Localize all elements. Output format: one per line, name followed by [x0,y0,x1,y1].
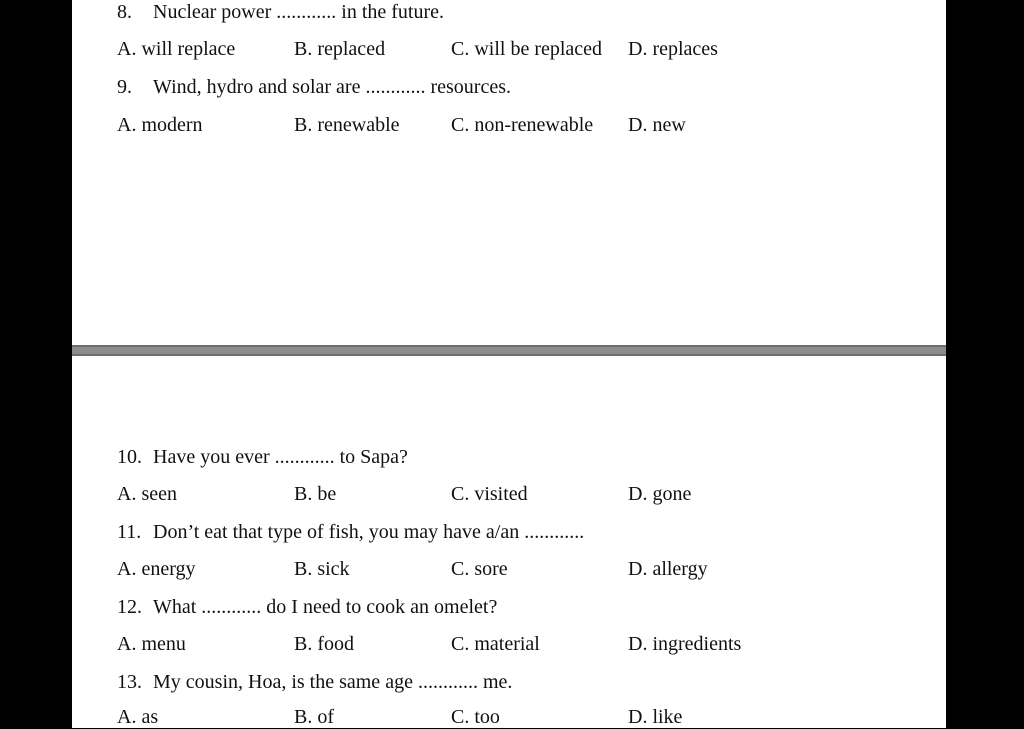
question-number: 8. [117,1,132,23]
question-text: Wind, hydro and solar are ............ resources. [153,76,511,98]
option-b: B. replaced [294,38,386,60]
option-b: B. of [294,706,334,728]
option-b: B. food [294,633,354,655]
option-d: D. gone [628,483,692,505]
question-text: Don’t eat that type of fish, you may have a/an ............ [153,521,585,543]
option-c: C. will be replaced [451,38,603,60]
option-d: D. allergy [628,558,708,580]
option-b: B. sick [294,558,350,580]
option-d: D. like [628,706,683,728]
option-a: A. as [117,706,159,728]
option-a: A. modern [117,114,203,136]
option-d: D. new [628,114,686,136]
question-number: 11. [117,521,142,543]
option-a: A. seen [117,483,177,505]
option-c: C. visited [451,483,528,505]
question-number: 12. [117,596,142,618]
option-b: B. be [294,483,337,505]
option-d: D. ingredients [628,633,742,655]
option-c: C. sore [451,558,508,580]
question-text: Nuclear power ............ in the future. [153,1,445,23]
option-c: C. material [451,633,540,655]
option-c: C. too [451,706,500,728]
question-text: What ............ do I need to cook an omelet? [153,596,498,618]
question-number: 9. [117,76,132,98]
page-break-divider [72,345,946,356]
question-number: 10. [117,446,142,468]
option-a: A. menu [117,633,186,655]
option-c: C. non-renewable [451,114,594,136]
option-d: D. replaces [628,38,718,60]
option-b: B. renewable [294,114,400,136]
question-number: 13. [117,671,142,693]
option-a: A. will replace [117,38,236,60]
question-text: Have you ever ............ to Sapa? [153,446,408,468]
option-a: A. energy [117,558,196,580]
question-text: My cousin, Hoa, is the same age ............ me. [153,671,513,693]
